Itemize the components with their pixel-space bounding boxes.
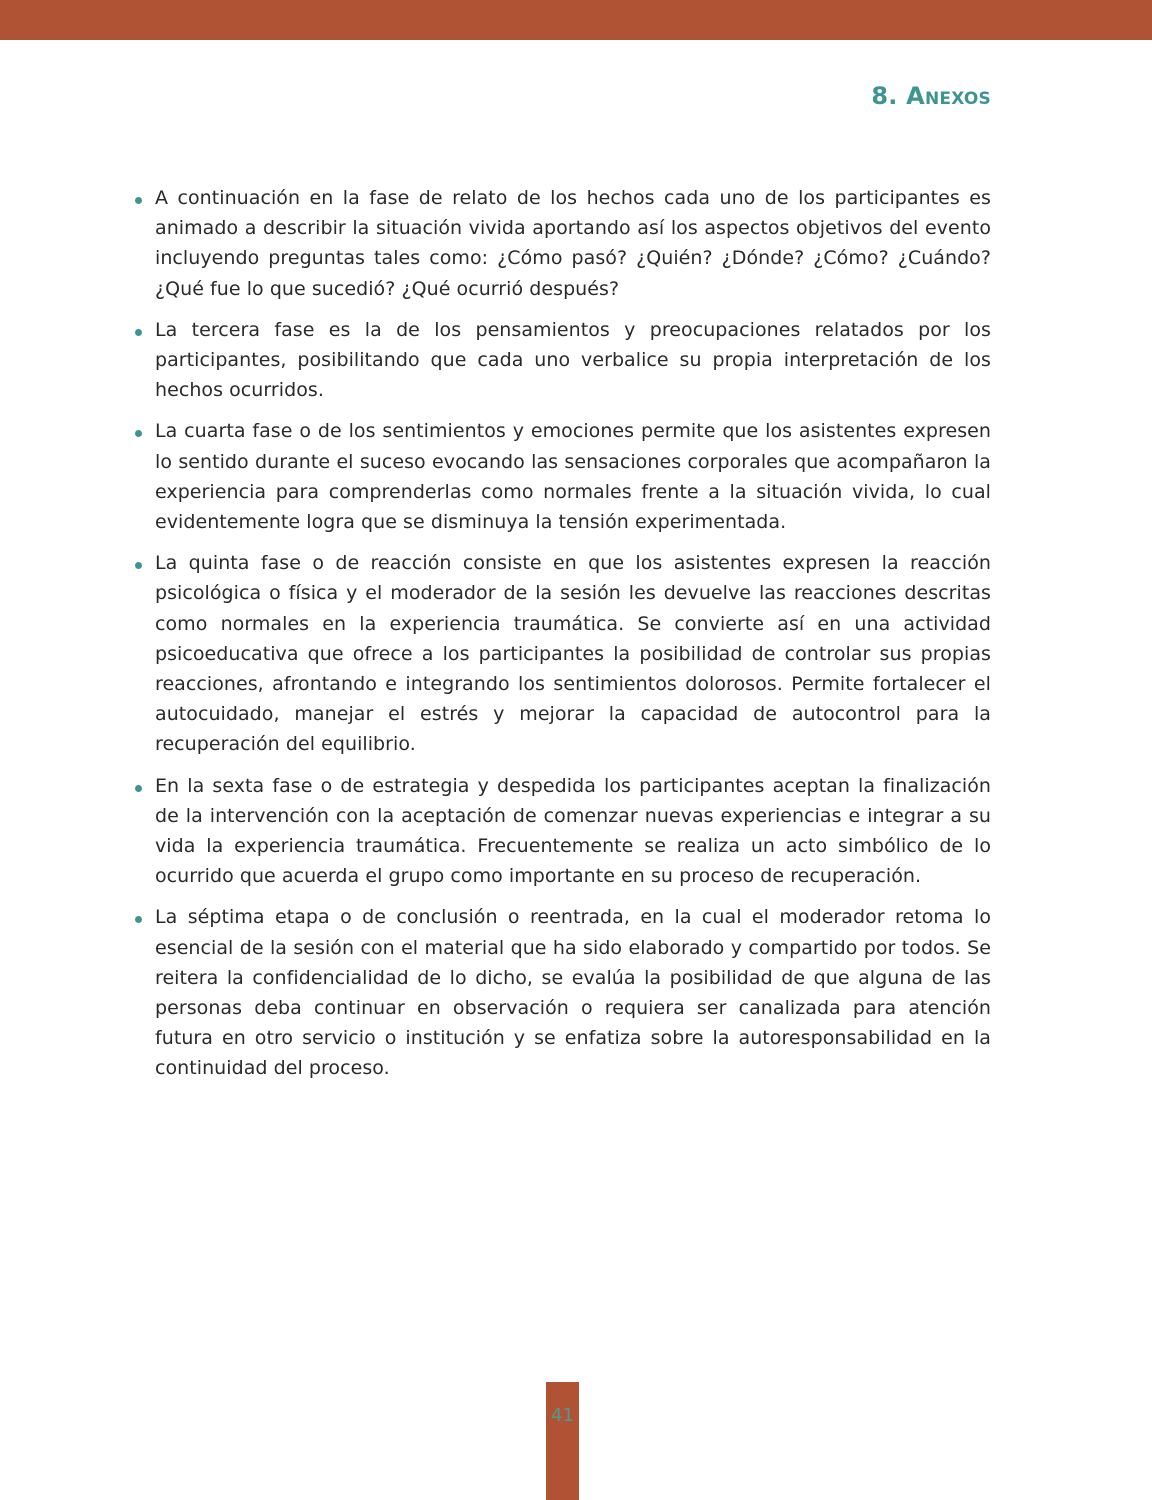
page-number: 41 — [551, 1405, 574, 1426]
list-item — [131, 771, 991, 892]
bullet-text: A continuación en la fase de relato de los hechos cada uno de los participantes es animado a describir la situación vivida aportando así los aspectos objetivos del evento incluyendo preguntas tales como: ¿Cómo pasó? ¿Quién? ¿Dónde? ¿Cómo? ¿Cuándo? ¿Qué fue lo que sucedió? ¿Qué ocurrió después? — [155, 187, 991, 300]
bullet-text: La quinta fase o de reacción consiste en que los asistentes expresen la reacción psicológica o física y el moderador de la sesión les devuelve las reacciones descritas como normales en la experiencia traumática. Se convierte así en una actividad psicoeducativa que ofrece a los participantes la posibilidad de controlar sus propias reacciones, afrontando e integrando los sentimientos dolorosos. Permite fortalecer el autocuidado, manejar el estrés y mejorar la capacidad de autocontrol para la recuperación del equilibrio. — [155, 552, 991, 756]
bullet-icon — [135, 916, 142, 923]
bullet-icon — [135, 430, 142, 437]
bullet-text: La séptima etapa o de conclusión o reentrada, en la cual el moderador retoma lo esencial de la sesión con el material que ha sido elaborado y compartido por todos. Se reitera la confidencialidad de lo dicho, se evalúa la posibilidad de que alguna de las personas deba continuar en observación o requiera ser canalizada para atención futura en otro servicio o institución y se enfatiza sobre la autoresponsabilidad en la continuidad del proceso. — [155, 906, 991, 1080]
list-item — [131, 416, 991, 537]
bullet-list — [131, 183, 991, 1095]
bullet-icon — [135, 785, 142, 792]
list-item — [131, 183, 991, 304]
section-title: 8. Anexos — [871, 82, 991, 110]
bullet-icon — [135, 329, 142, 336]
page-number-tab — [546, 1382, 579, 1500]
list-item — [131, 902, 991, 1083]
list-item — [131, 315, 991, 406]
bullet-text: La tercera fase es la de los pensamientos y preocupaciones relatados por los participantes, posibilitando que cada uno verbalice su propia interpretación de los hechos ocurridos. — [155, 318, 991, 402]
list-item — [131, 548, 991, 759]
bullet-icon — [135, 562, 142, 569]
bullet-icon — [135, 197, 142, 204]
bullet-text: La cuarta fase o de los sentimientos y emociones permite que los asistentes expresen lo sentido durante el suceso evocando las sensaciones corporales que acompañaron la experiencia para comprenderlas como normales frente a la situación vivida, lo cual evidentemente logra que se disminuya la tensión experimentada. — [155, 420, 991, 534]
top-accent-bar — [0, 0, 1152, 40]
bullet-text: En la sexta fase o de estrategia y despedida los participantes aceptan la finalización de la intervención con la aceptación de comenzar nuevas experiencias e integrar a su vida la experiencia traumática. Frecuentemente se realiza un acto simbólico de lo ocurrido que acuerda el grupo como importante en su proceso de recuperación. — [155, 774, 991, 888]
